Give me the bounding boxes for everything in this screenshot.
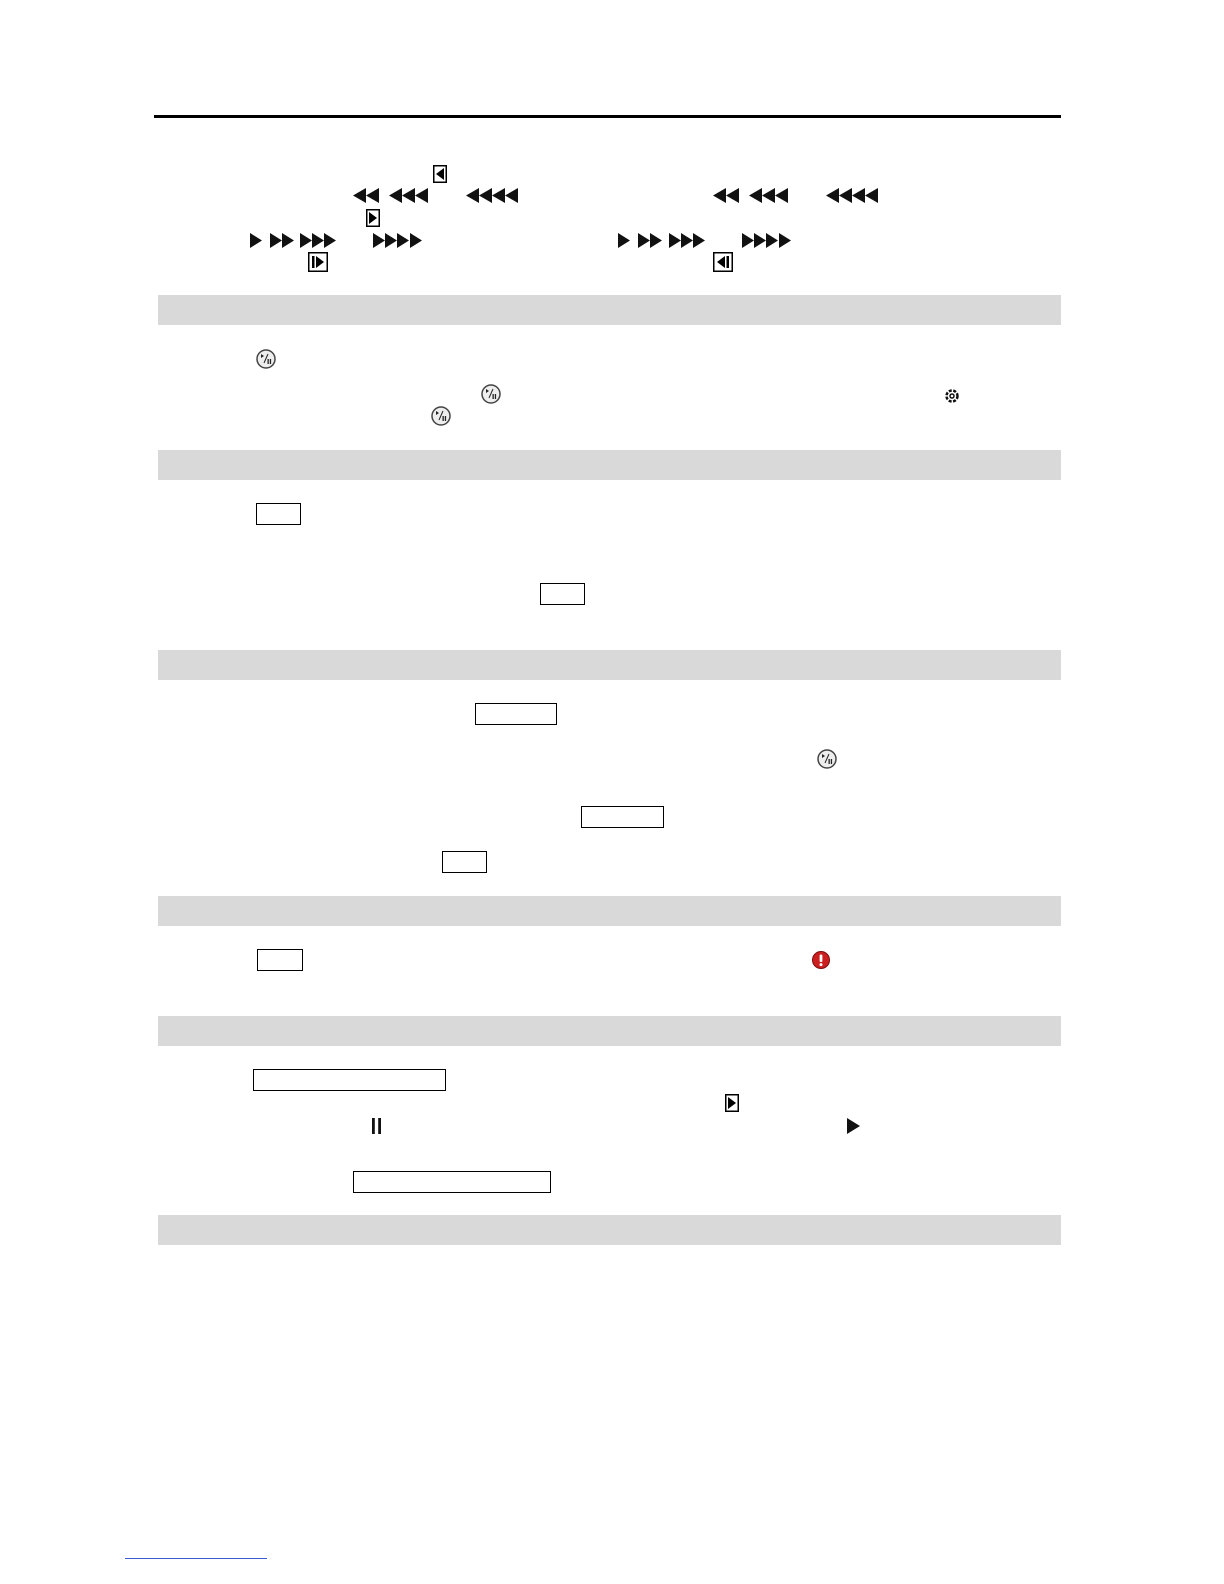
front-panel-key[interactable]: [442, 851, 487, 873]
forward-2x-icon: [638, 233, 662, 248]
play-pause-button-icon: [817, 749, 837, 769]
play-1x-icon: [250, 233, 262, 248]
forward-4x-icon: [373, 233, 423, 248]
header-rule: [154, 115, 1061, 118]
pause-icon: [371, 1118, 383, 1134]
play-pause-button-icon: [256, 349, 276, 369]
front-panel-key[interactable]: [475, 703, 557, 725]
play-box-icon: [725, 1094, 739, 1112]
frame-forward-icon: [308, 252, 328, 272]
play-pause-button-icon: [431, 406, 451, 426]
front-panel-key[interactable]: [253, 1069, 446, 1091]
rewind-3x-icon: [389, 188, 428, 203]
play-icon: [847, 1118, 860, 1134]
rewind-2x-icon: [353, 188, 379, 203]
front-panel-key[interactable]: [540, 583, 585, 605]
frame-backward-icon: [713, 252, 733, 272]
section-header-bar: [158, 650, 1061, 680]
play-1x-icon: [618, 233, 630, 248]
forward-4x-icon: [742, 233, 792, 248]
section-header-bar: [158, 295, 1061, 325]
forward-3x-icon: [300, 233, 336, 248]
front-panel-key[interactable]: [257, 949, 303, 971]
rewind-2x-icon: [713, 188, 739, 203]
rewind-4x-icon: [826, 188, 879, 203]
play-box-icon: [366, 209, 380, 227]
reverse-play-box-icon: [433, 165, 447, 183]
section-header-bar: [158, 450, 1061, 480]
play-pause-button-icon: [481, 384, 501, 404]
footer-link[interactable]: [125, 1558, 267, 1559]
forward-3x-icon: [669, 233, 705, 248]
section-header-bar: [158, 896, 1061, 926]
section-header-bar: [158, 1016, 1061, 1046]
alert-icon: [812, 951, 830, 969]
rewind-3x-icon: [749, 188, 788, 203]
front-panel-key[interactable]: [353, 1171, 551, 1193]
front-panel-key[interactable]: [256, 503, 301, 525]
section-header-bar: [158, 1215, 1061, 1245]
forward-2x-icon: [270, 233, 294, 248]
front-panel-key[interactable]: [581, 806, 664, 828]
setup-gear-icon: [943, 387, 961, 405]
rewind-4x-icon: [466, 188, 519, 203]
